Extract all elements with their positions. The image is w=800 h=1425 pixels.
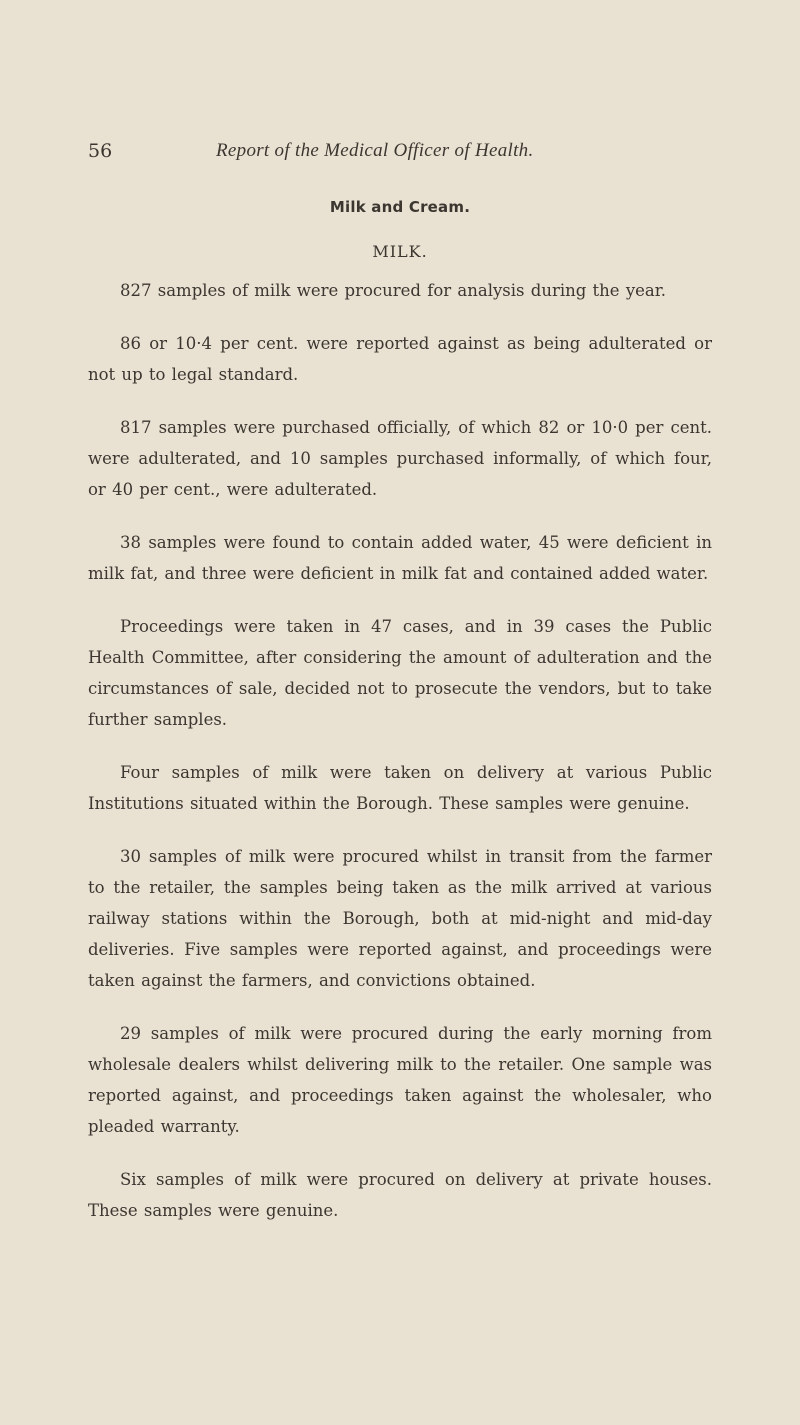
- body-text: [88, 275, 712, 1248]
- sub-heading: MILK.: [372, 242, 428, 261]
- paragraph-9: Six samples of milk were procured on delivery at private houses. These samples were genuine.: [88, 1170, 712, 1220]
- paragraph-6: Four samples of milk were taken on delivery at various Public Institutions situated within the Borough. These samples were genuine.: [88, 763, 712, 813]
- paragraph-1: 827 samples of milk were procured for analysis during the year.: [120, 281, 667, 300]
- paragraph-8: 29 samples of milk were procured during the early morning from wholesale dealers whilst delivering milk to the retailer. One sample was reported against, and proceedings taken against the wholesaler, who pleaded warranty.: [88, 1024, 712, 1136]
- page-header: [88, 140, 708, 170]
- section-heading: Milk and Cream.: [329, 198, 471, 216]
- paragraph-3: 817 samples were purchased officially, of which 82 or 10·0 per cent. were adulterated, and 10 samples purchased informally, of which four, or 40 per cent., were adulterated.: [88, 418, 712, 499]
- paragraph-5: Proceedings were taken in 47 cases, and in 39 cases the Public Health Committee, after considering the amount of adulteration and the circumstances of sale, decided not to prosecute the vendors, but to take further samples.: [88, 617, 712, 729]
- running-title: Report of the Medical Officer of Health.: [216, 140, 534, 161]
- paragraph-4: 38 samples were found to contain added water, 45 were deficient in milk fat, and three were deficient in milk fat and contained added water.: [88, 533, 712, 583]
- page-number: 56: [88, 140, 113, 162]
- paragraph-7: 30 samples of milk were procured whilst in transit from the farmer to the retailer, the samples being taken as the milk arrived at various railway stations within the Borough, both at mid-night and mid-day deliveries. Five samples were reported against, and proceedings were taken against the farmers, and convictions obtained.: [88, 847, 712, 990]
- paragraph-2: 86 or 10·4 per cent. were reported against as being adulterated or not up to legal standard.: [88, 334, 712, 384]
